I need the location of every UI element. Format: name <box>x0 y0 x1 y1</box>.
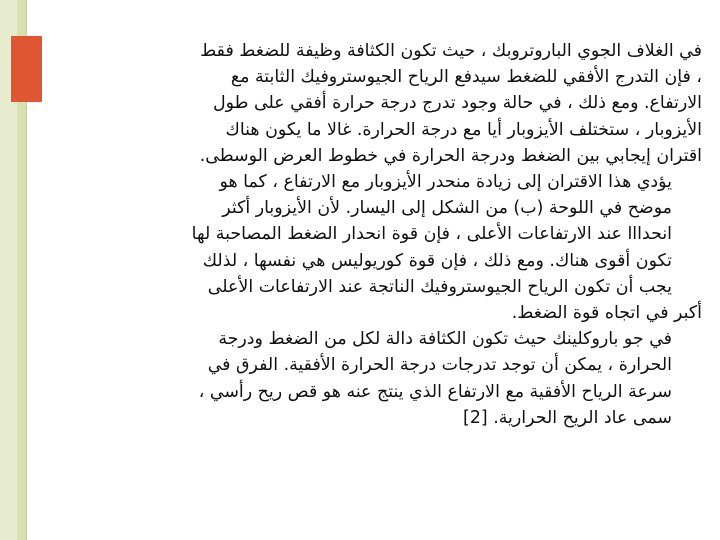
accent-bar <box>11 36 42 102</box>
slide-body-text <box>44 38 702 478</box>
text-line: الحرارة ، يمكن أن توجد تدرجات درجة الحرارة الأفقية. الفرق في <box>207 355 672 376</box>
text-line: أكبر في اتجاه قوة الضغط. <box>511 303 702 324</box>
text-line: سرعة الرياح الأفقية مع الارتفاع الذي ينتج عنه هو قص ريح رأسي ، <box>198 381 672 402</box>
paragraph-1 <box>44 38 702 169</box>
text-line: سمى عاد الريح الحرارية. [2] <box>463 407 672 428</box>
paragraph-3 <box>44 326 702 431</box>
text-line: انحدااا عند الارتفاعات الأعلى ، فإن قوة انحدار الضغط المصاحبة لها <box>191 224 672 245</box>
text-line: الارتفاع. ومع ذلك ، في حالة وجود تدرج درجة حرارة أفقي على طول <box>213 93 702 114</box>
text-line: في الغلاف الجوي الباروتروبك ، حيث تكون الكثافة وظيفة للضغط فقط <box>200 41 702 61</box>
text-line: اقتران إيجابي بين الضغط ودرجة الحرارة في خطوط العرض الوسطى. <box>199 145 702 166</box>
text-line: موضح في اللوحة (ب) من الشكل إلى اليسار. لأن الأيزوبار أكثر <box>222 198 672 219</box>
text-line: يجب أن تكون الرياح الجيوستروفيك الناتجة عند الارتفاعات الأعلى <box>207 276 672 297</box>
text-line: الأيزوبار ، ستختلف الأيزوبار أيا مع درجة الحرارة. غالا ما يكون هناك <box>225 119 702 140</box>
text-line: يؤدي هذا الاقتران إلى زيادة منحدر الأيزوبار مع الارتفاع ، كما هو <box>219 172 672 193</box>
text-line: ، فإن التدرج الأفقي للضغط سيدفع الرياح الجيوستروفيك الثابتة مع <box>230 67 702 88</box>
text-line: في جو باروكلينك حيث تكون الكثافة دالة لكل من الضغط ودرجة <box>218 329 672 350</box>
text-line: تكون أقوى هناك. ومع ذلك ، فإن قوة كوريوليس هي نفسها ، لذلك <box>202 250 672 271</box>
paragraph-2 <box>44 169 702 326</box>
